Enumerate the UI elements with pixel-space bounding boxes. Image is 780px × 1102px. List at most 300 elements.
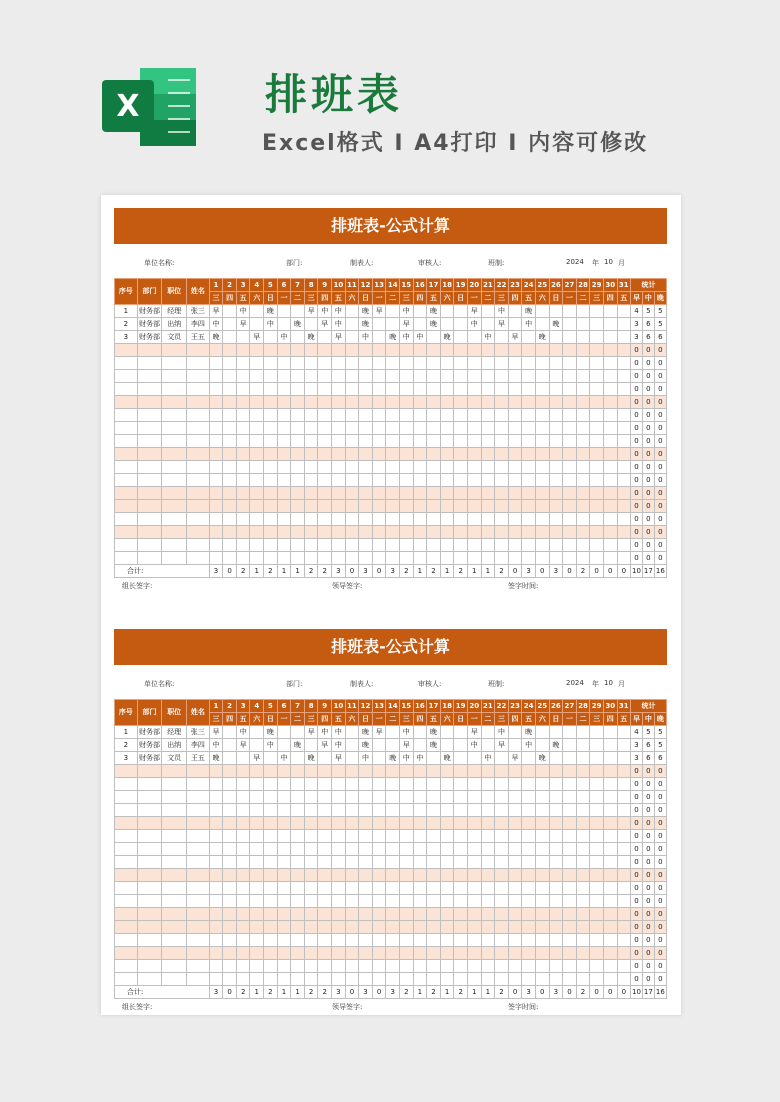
empty-cell[interactable] bbox=[115, 921, 138, 934]
empty-cell[interactable] bbox=[332, 422, 346, 435]
empty-cell[interactable] bbox=[187, 882, 210, 895]
empty-cell[interactable] bbox=[137, 435, 162, 448]
empty-cell[interactable] bbox=[590, 856, 604, 869]
empty-cell[interactable] bbox=[440, 778, 454, 791]
empty-cell[interactable] bbox=[413, 396, 427, 409]
empty-cell[interactable] bbox=[454, 435, 468, 448]
empty-cell[interactable] bbox=[304, 882, 318, 895]
empty-cell[interactable] bbox=[508, 973, 522, 986]
empty-cell[interactable] bbox=[535, 474, 549, 487]
empty-cell[interactable] bbox=[617, 778, 631, 791]
empty-cell[interactable] bbox=[440, 422, 454, 435]
empty-cell[interactable] bbox=[115, 791, 138, 804]
empty-cell[interactable] bbox=[549, 448, 563, 461]
empty-cell[interactable] bbox=[386, 422, 400, 435]
empty-cell[interactable] bbox=[318, 804, 332, 817]
empty-cell[interactable] bbox=[137, 474, 162, 487]
empty-cell[interactable] bbox=[495, 921, 509, 934]
empty-cell[interactable] bbox=[264, 487, 278, 500]
empty-cell[interactable] bbox=[223, 973, 237, 986]
empty-cell[interactable] bbox=[481, 552, 495, 565]
empty-cell[interactable] bbox=[277, 357, 291, 370]
empty-cell[interactable] bbox=[427, 765, 441, 778]
empty-cell[interactable] bbox=[495, 344, 509, 357]
empty-cell[interactable] bbox=[264, 947, 278, 960]
shift-cell[interactable]: 早 bbox=[304, 305, 318, 318]
empty-cell[interactable] bbox=[495, 895, 509, 908]
empty-cell[interactable] bbox=[223, 370, 237, 383]
shift-cell[interactable] bbox=[590, 752, 604, 765]
empty-cell[interactable] bbox=[617, 921, 631, 934]
empty-cell[interactable] bbox=[454, 934, 468, 947]
empty-cell[interactable] bbox=[137, 461, 162, 474]
empty-cell[interactable] bbox=[522, 474, 536, 487]
empty-cell[interactable] bbox=[236, 921, 250, 934]
empty-cell[interactable] bbox=[576, 947, 590, 960]
shift-cell[interactable]: 晚 bbox=[304, 331, 318, 344]
empty-cell[interactable] bbox=[440, 882, 454, 895]
empty-cell[interactable] bbox=[332, 895, 346, 908]
empty-cell[interactable] bbox=[535, 370, 549, 383]
shift-cell[interactable] bbox=[291, 726, 305, 739]
empty-cell[interactable] bbox=[372, 435, 386, 448]
empty-cell[interactable] bbox=[535, 539, 549, 552]
empty-cell[interactable] bbox=[590, 409, 604, 422]
shift-cell[interactable] bbox=[345, 726, 359, 739]
empty-cell[interactable] bbox=[291, 344, 305, 357]
empty-cell[interactable] bbox=[522, 934, 536, 947]
empty-cell[interactable] bbox=[223, 409, 237, 422]
shift-cell[interactable] bbox=[250, 318, 264, 331]
empty-cell[interactable] bbox=[264, 765, 278, 778]
empty-cell[interactable] bbox=[617, 908, 631, 921]
empty-cell[interactable] bbox=[291, 422, 305, 435]
empty-cell[interactable] bbox=[332, 552, 346, 565]
empty-cell[interactable] bbox=[454, 422, 468, 435]
empty-cell[interactable] bbox=[345, 895, 359, 908]
shift-cell[interactable] bbox=[590, 739, 604, 752]
shift-cell[interactable] bbox=[345, 318, 359, 331]
empty-cell[interactable] bbox=[590, 817, 604, 830]
empty-cell[interactable] bbox=[250, 791, 264, 804]
empty-cell[interactable] bbox=[359, 370, 373, 383]
empty-cell[interactable] bbox=[115, 461, 138, 474]
empty-cell[interactable] bbox=[508, 778, 522, 791]
shift-cell[interactable] bbox=[250, 305, 264, 318]
empty-cell[interactable] bbox=[563, 843, 577, 856]
empty-cell[interactable] bbox=[522, 422, 536, 435]
empty-cell[interactable] bbox=[236, 383, 250, 396]
empty-cell[interactable] bbox=[250, 817, 264, 830]
empty-cell[interactable] bbox=[277, 843, 291, 856]
empty-cell[interactable] bbox=[603, 960, 617, 973]
empty-cell[interactable] bbox=[549, 487, 563, 500]
empty-cell[interactable] bbox=[386, 908, 400, 921]
empty-cell[interactable] bbox=[495, 474, 509, 487]
empty-cell[interactable] bbox=[332, 869, 346, 882]
empty-cell[interactable] bbox=[359, 960, 373, 973]
empty-cell[interactable] bbox=[372, 526, 386, 539]
empty-cell[interactable] bbox=[427, 383, 441, 396]
empty-cell[interactable] bbox=[304, 973, 318, 986]
shift-cell[interactable] bbox=[467, 331, 481, 344]
empty-cell[interactable] bbox=[137, 973, 162, 986]
empty-cell[interactable] bbox=[223, 882, 237, 895]
empty-cell[interactable] bbox=[332, 947, 346, 960]
shift-cell[interactable]: 晚 bbox=[440, 331, 454, 344]
empty-cell[interactable] bbox=[413, 357, 427, 370]
empty-cell[interactable] bbox=[304, 947, 318, 960]
empty-cell[interactable] bbox=[508, 344, 522, 357]
empty-cell[interactable] bbox=[549, 817, 563, 830]
empty-cell[interactable] bbox=[386, 973, 400, 986]
empty-cell[interactable] bbox=[563, 526, 577, 539]
empty-cell[interactable] bbox=[603, 882, 617, 895]
empty-cell[interactable] bbox=[115, 500, 138, 513]
empty-cell[interactable] bbox=[304, 552, 318, 565]
empty-cell[interactable] bbox=[332, 396, 346, 409]
empty-cell[interactable] bbox=[590, 474, 604, 487]
empty-cell[interactable] bbox=[386, 448, 400, 461]
empty-cell[interactable] bbox=[413, 830, 427, 843]
empty-cell[interactable] bbox=[318, 973, 332, 986]
shift-cell[interactable]: 晚 bbox=[209, 331, 223, 344]
empty-cell[interactable] bbox=[549, 882, 563, 895]
empty-cell[interactable] bbox=[454, 804, 468, 817]
empty-cell[interactable] bbox=[508, 474, 522, 487]
empty-cell[interactable] bbox=[590, 487, 604, 500]
shift-cell[interactable]: 早 bbox=[209, 305, 223, 318]
empty-cell[interactable] bbox=[250, 461, 264, 474]
empty-cell[interactable] bbox=[413, 791, 427, 804]
empty-cell[interactable] bbox=[454, 474, 468, 487]
empty-cell[interactable] bbox=[522, 344, 536, 357]
empty-cell[interactable] bbox=[454, 778, 468, 791]
empty-cell[interactable] bbox=[250, 487, 264, 500]
empty-cell[interactable] bbox=[291, 396, 305, 409]
empty-cell[interactable] bbox=[481, 921, 495, 934]
empty-cell[interactable] bbox=[277, 817, 291, 830]
shift-cell[interactable]: 早 bbox=[332, 752, 346, 765]
empty-cell[interactable] bbox=[481, 934, 495, 947]
empty-cell[interactable] bbox=[508, 357, 522, 370]
empty-cell[interactable] bbox=[549, 921, 563, 934]
cell-dept[interactable]: 财务部 bbox=[137, 752, 162, 765]
empty-cell[interactable] bbox=[454, 552, 468, 565]
empty-cell[interactable] bbox=[440, 869, 454, 882]
empty-cell[interactable] bbox=[522, 487, 536, 500]
empty-cell[interactable] bbox=[467, 409, 481, 422]
empty-cell[interactable] bbox=[386, 804, 400, 817]
empty-cell[interactable] bbox=[522, 804, 536, 817]
empty-cell[interactable] bbox=[481, 817, 495, 830]
empty-cell[interactable] bbox=[603, 409, 617, 422]
empty-cell[interactable] bbox=[522, 960, 536, 973]
empty-cell[interactable] bbox=[318, 843, 332, 856]
empty-cell[interactable] bbox=[250, 960, 264, 973]
empty-cell[interactable] bbox=[187, 856, 210, 869]
empty-cell[interactable] bbox=[277, 474, 291, 487]
empty-cell[interactable] bbox=[372, 791, 386, 804]
shift-cell[interactable]: 早 bbox=[236, 318, 250, 331]
empty-cell[interactable] bbox=[264, 804, 278, 817]
shift-cell[interactable]: 早 bbox=[250, 752, 264, 765]
shift-cell[interactable] bbox=[304, 318, 318, 331]
empty-cell[interactable] bbox=[495, 552, 509, 565]
shift-cell[interactable]: 中 bbox=[318, 726, 332, 739]
empty-cell[interactable] bbox=[440, 357, 454, 370]
empty-cell[interactable] bbox=[563, 357, 577, 370]
empty-cell[interactable] bbox=[522, 435, 536, 448]
shift-cell[interactable] bbox=[535, 726, 549, 739]
empty-cell[interactable] bbox=[563, 817, 577, 830]
empty-cell[interactable] bbox=[137, 539, 162, 552]
empty-cell[interactable] bbox=[291, 778, 305, 791]
empty-cell[interactable] bbox=[467, 869, 481, 882]
empty-cell[interactable] bbox=[495, 513, 509, 526]
empty-cell[interactable] bbox=[495, 856, 509, 869]
shift-cell[interactable]: 晚 bbox=[549, 318, 563, 331]
empty-cell[interactable] bbox=[549, 791, 563, 804]
empty-cell[interactable] bbox=[236, 344, 250, 357]
empty-cell[interactable] bbox=[563, 921, 577, 934]
empty-cell[interactable] bbox=[440, 552, 454, 565]
shift-cell[interactable]: 晚 bbox=[535, 331, 549, 344]
empty-cell[interactable] bbox=[413, 817, 427, 830]
shift-cell[interactable]: 中 bbox=[318, 305, 332, 318]
shift-cell[interactable] bbox=[264, 752, 278, 765]
empty-cell[interactable] bbox=[427, 396, 441, 409]
empty-cell[interactable] bbox=[162, 856, 187, 869]
shift-cell[interactable]: 早 bbox=[236, 739, 250, 752]
empty-cell[interactable] bbox=[413, 960, 427, 973]
empty-cell[interactable] bbox=[264, 921, 278, 934]
empty-cell[interactable] bbox=[603, 843, 617, 856]
empty-cell[interactable] bbox=[277, 422, 291, 435]
empty-cell[interactable] bbox=[467, 830, 481, 843]
empty-cell[interactable] bbox=[481, 908, 495, 921]
empty-cell[interactable] bbox=[277, 869, 291, 882]
empty-cell[interactable] bbox=[440, 539, 454, 552]
shift-cell[interactable] bbox=[291, 752, 305, 765]
empty-cell[interactable] bbox=[250, 765, 264, 778]
empty-cell[interactable] bbox=[576, 422, 590, 435]
empty-cell[interactable] bbox=[427, 487, 441, 500]
empty-cell[interactable] bbox=[359, 357, 373, 370]
shift-cell[interactable] bbox=[277, 305, 291, 318]
empty-cell[interactable] bbox=[549, 357, 563, 370]
empty-cell[interactable] bbox=[162, 817, 187, 830]
shift-cell[interactable] bbox=[454, 739, 468, 752]
empty-cell[interactable] bbox=[223, 357, 237, 370]
empty-cell[interactable] bbox=[495, 461, 509, 474]
empty-cell[interactable] bbox=[617, 396, 631, 409]
empty-cell[interactable] bbox=[413, 908, 427, 921]
empty-cell[interactable] bbox=[454, 856, 468, 869]
empty-cell[interactable] bbox=[427, 869, 441, 882]
empty-cell[interactable] bbox=[522, 830, 536, 843]
empty-cell[interactable] bbox=[454, 461, 468, 474]
empty-cell[interactable] bbox=[467, 357, 481, 370]
empty-cell[interactable] bbox=[236, 526, 250, 539]
cell-no[interactable]: 3 bbox=[115, 752, 138, 765]
empty-cell[interactable] bbox=[467, 973, 481, 986]
empty-cell[interactable] bbox=[277, 552, 291, 565]
shift-cell[interactable] bbox=[454, 318, 468, 331]
empty-cell[interactable] bbox=[413, 856, 427, 869]
empty-cell[interactable] bbox=[372, 474, 386, 487]
empty-cell[interactable] bbox=[318, 474, 332, 487]
empty-cell[interactable] bbox=[440, 409, 454, 422]
empty-cell[interactable] bbox=[400, 409, 414, 422]
empty-cell[interactable] bbox=[250, 947, 264, 960]
empty-cell[interactable] bbox=[508, 947, 522, 960]
empty-cell[interactable] bbox=[187, 500, 210, 513]
empty-cell[interactable] bbox=[318, 895, 332, 908]
empty-cell[interactable] bbox=[223, 934, 237, 947]
empty-cell[interactable] bbox=[345, 513, 359, 526]
empty-cell[interactable] bbox=[495, 526, 509, 539]
shift-cell[interactable] bbox=[454, 726, 468, 739]
empty-cell[interactable] bbox=[427, 344, 441, 357]
empty-cell[interactable] bbox=[250, 804, 264, 817]
empty-cell[interactable] bbox=[535, 882, 549, 895]
empty-cell[interactable] bbox=[115, 487, 138, 500]
empty-cell[interactable] bbox=[481, 973, 495, 986]
empty-cell[interactable] bbox=[162, 422, 187, 435]
shift-cell[interactable]: 中 bbox=[359, 752, 373, 765]
empty-cell[interactable] bbox=[137, 552, 162, 565]
empty-cell[interactable] bbox=[522, 908, 536, 921]
empty-cell[interactable] bbox=[454, 960, 468, 973]
empty-cell[interactable] bbox=[162, 778, 187, 791]
empty-cell[interactable] bbox=[400, 960, 414, 973]
empty-cell[interactable] bbox=[304, 804, 318, 817]
empty-cell[interactable] bbox=[291, 370, 305, 383]
empty-cell[interactable] bbox=[236, 765, 250, 778]
empty-cell[interactable] bbox=[603, 817, 617, 830]
empty-cell[interactable] bbox=[137, 344, 162, 357]
empty-cell[interactable] bbox=[264, 973, 278, 986]
empty-cell[interactable] bbox=[291, 552, 305, 565]
shift-cell[interactable] bbox=[563, 331, 577, 344]
empty-cell[interactable] bbox=[162, 960, 187, 973]
empty-cell[interactable] bbox=[250, 448, 264, 461]
empty-cell[interactable] bbox=[549, 895, 563, 908]
shift-cell[interactable]: 早 bbox=[372, 305, 386, 318]
empty-cell[interactable] bbox=[386, 947, 400, 960]
empty-cell[interactable] bbox=[440, 934, 454, 947]
empty-cell[interactable] bbox=[318, 791, 332, 804]
empty-cell[interactable] bbox=[413, 934, 427, 947]
shift-cell[interactable] bbox=[535, 318, 549, 331]
empty-cell[interactable] bbox=[535, 383, 549, 396]
empty-cell[interactable] bbox=[590, 513, 604, 526]
empty-cell[interactable] bbox=[440, 487, 454, 500]
empty-cell[interactable] bbox=[115, 383, 138, 396]
empty-cell[interactable] bbox=[481, 765, 495, 778]
empty-cell[interactable] bbox=[291, 487, 305, 500]
empty-cell[interactable] bbox=[291, 856, 305, 869]
shift-cell[interactable] bbox=[508, 318, 522, 331]
empty-cell[interactable] bbox=[209, 856, 223, 869]
empty-cell[interactable] bbox=[277, 500, 291, 513]
empty-cell[interactable] bbox=[522, 869, 536, 882]
empty-cell[interactable] bbox=[563, 461, 577, 474]
empty-cell[interactable] bbox=[250, 869, 264, 882]
empty-cell[interactable] bbox=[522, 778, 536, 791]
empty-cell[interactable] bbox=[400, 344, 414, 357]
empty-cell[interactable] bbox=[563, 539, 577, 552]
empty-cell[interactable] bbox=[563, 370, 577, 383]
cell-no[interactable]: 2 bbox=[115, 739, 138, 752]
shift-cell[interactable] bbox=[440, 305, 454, 318]
empty-cell[interactable] bbox=[187, 539, 210, 552]
empty-cell[interactable] bbox=[467, 383, 481, 396]
empty-cell[interactable] bbox=[549, 947, 563, 960]
empty-cell[interactable] bbox=[304, 869, 318, 882]
empty-cell[interactable] bbox=[236, 869, 250, 882]
empty-cell[interactable] bbox=[549, 396, 563, 409]
empty-cell[interactable] bbox=[304, 921, 318, 934]
shift-cell[interactable] bbox=[590, 331, 604, 344]
empty-cell[interactable] bbox=[332, 526, 346, 539]
empty-cell[interactable] bbox=[467, 856, 481, 869]
empty-cell[interactable] bbox=[454, 500, 468, 513]
empty-cell[interactable] bbox=[467, 500, 481, 513]
year-value[interactable]: 2024 bbox=[566, 679, 584, 687]
empty-cell[interactable] bbox=[359, 908, 373, 921]
empty-cell[interactable] bbox=[332, 908, 346, 921]
shift-cell[interactable]: 中 bbox=[400, 726, 414, 739]
empty-cell[interactable] bbox=[495, 791, 509, 804]
empty-cell[interactable] bbox=[332, 357, 346, 370]
empty-cell[interactable] bbox=[187, 869, 210, 882]
empty-cell[interactable] bbox=[332, 370, 346, 383]
empty-cell[interactable] bbox=[332, 973, 346, 986]
empty-cell[interactable] bbox=[563, 500, 577, 513]
shift-cell[interactable] bbox=[236, 752, 250, 765]
empty-cell[interactable] bbox=[481, 448, 495, 461]
shift-cell[interactable] bbox=[427, 331, 441, 344]
empty-cell[interactable] bbox=[236, 882, 250, 895]
empty-cell[interactable] bbox=[264, 357, 278, 370]
shift-cell[interactable] bbox=[617, 331, 631, 344]
empty-cell[interactable] bbox=[467, 539, 481, 552]
empty-cell[interactable] bbox=[209, 817, 223, 830]
shift-cell[interactable] bbox=[576, 331, 590, 344]
empty-cell[interactable] bbox=[187, 513, 210, 526]
empty-cell[interactable] bbox=[345, 344, 359, 357]
empty-cell[interactable] bbox=[400, 487, 414, 500]
empty-cell[interactable] bbox=[454, 869, 468, 882]
empty-cell[interactable] bbox=[481, 487, 495, 500]
empty-cell[interactable] bbox=[522, 383, 536, 396]
empty-cell[interactable] bbox=[209, 765, 223, 778]
empty-cell[interactable] bbox=[467, 435, 481, 448]
empty-cell[interactable] bbox=[440, 830, 454, 843]
empty-cell[interactable] bbox=[508, 409, 522, 422]
empty-cell[interactable] bbox=[549, 539, 563, 552]
empty-cell[interactable] bbox=[115, 960, 138, 973]
empty-cell[interactable] bbox=[264, 908, 278, 921]
shift-cell[interactable] bbox=[603, 739, 617, 752]
empty-cell[interactable] bbox=[386, 895, 400, 908]
empty-cell[interactable] bbox=[617, 895, 631, 908]
empty-cell[interactable] bbox=[187, 947, 210, 960]
empty-cell[interactable] bbox=[535, 934, 549, 947]
empty-cell[interactable] bbox=[481, 947, 495, 960]
